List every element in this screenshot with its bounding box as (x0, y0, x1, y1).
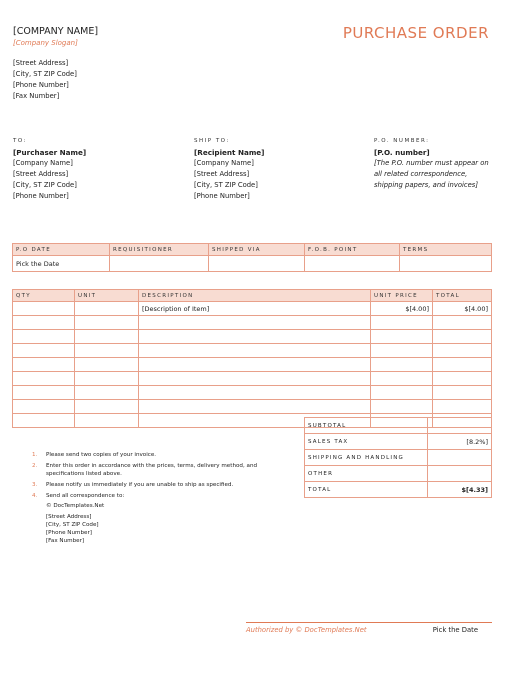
total-cell[interactable] (433, 330, 492, 344)
total-cell[interactable] (433, 372, 492, 386)
unit-price-cell[interactable]: $[4.00] (371, 302, 433, 316)
authorization-line (246, 622, 492, 634)
qty-cell[interactable] (13, 414, 75, 428)
description-cell[interactable]: [Description of Item] (139, 302, 371, 316)
authorization-date[interactable]: Pick the Date (432, 626, 478, 634)
shipping-value[interactable] (428, 450, 492, 466)
po-number-label: P.O. NUMBER: (374, 138, 430, 144)
instructions (32, 451, 272, 548)
company-fax: [Fax Number] (13, 92, 60, 100)
table-row (13, 302, 492, 316)
correspondence-street: [Street Address] (46, 514, 92, 520)
unit-price-cell[interactable] (371, 316, 433, 330)
authorized-by[interactable]: Authorized by © DocTemplates.Net (246, 626, 367, 634)
description-cell[interactable] (139, 400, 371, 414)
company-slogan: [Company Slogan] (13, 39, 78, 47)
qty-cell[interactable] (13, 400, 75, 414)
po-note: [The P.O. number must appear on all related correspondence, shipping papers, and invoices] (374, 159, 489, 189)
subtotal-label: SUBTOTAL (305, 418, 428, 434)
po-date-header: P.O DATE (13, 244, 110, 256)
table-row (13, 386, 492, 400)
unit-cell[interactable] (75, 400, 139, 414)
po-block (374, 136, 490, 191)
description-cell[interactable] (139, 316, 371, 330)
table-row (13, 400, 492, 414)
unit-price-cell[interactable] (371, 344, 433, 358)
other-label: OTHER (305, 466, 428, 482)
fob-point-header: F.O.B. POINT (305, 244, 400, 256)
shipped-via-field[interactable] (209, 256, 305, 272)
po-number: [P.O. number] (374, 148, 430, 157)
total-cell[interactable]: $[4.00] (433, 302, 492, 316)
shipping-label: SHIPPING AND HANDLING (305, 450, 428, 466)
description-header: DESCRIPTION (139, 290, 371, 302)
description-cell[interactable] (139, 358, 371, 372)
company-address (13, 58, 77, 102)
total-cell[interactable] (433, 358, 492, 372)
company-name: [COMPANY NAME] (13, 26, 99, 37)
qty-header: QTY (13, 290, 75, 302)
qty-cell[interactable] (13, 330, 75, 344)
unit-cell[interactable] (75, 302, 139, 316)
ship-company: [Company Name] (194, 159, 254, 167)
other-value[interactable] (428, 466, 492, 482)
po-date-field[interactable]: Pick the Date (13, 256, 110, 272)
company-city: [City, ST ZIP Code] (13, 70, 77, 78)
fob-point-field[interactable] (305, 256, 400, 272)
shipped-via-header: SHIPPED VIA (209, 244, 305, 256)
qty-cell[interactable] (13, 358, 75, 372)
correspondence-name: © DocTemplates.Net (46, 503, 105, 509)
table-row (13, 372, 492, 386)
unit-price-cell[interactable] (371, 330, 433, 344)
unit-header: UNIT (75, 290, 139, 302)
total-value[interactable]: $[4.33] (428, 482, 492, 498)
list-item: 1. Please send two copies of your invoice. (32, 452, 157, 458)
list-item: 4. Send all correspondence to: © DocTemplates.Net [Street Address] [City, ST ZIP Code] [Phone Number] [Fax Number] (32, 492, 272, 545)
ship-street: [Street Address] (194, 170, 250, 178)
description-cell[interactable] (139, 372, 371, 386)
unit-cell[interactable] (75, 414, 139, 428)
company-phone: [Phone Number] (13, 81, 69, 89)
qty-cell[interactable] (13, 302, 75, 316)
correspondence-fax: [Fax Number] (46, 538, 85, 544)
to-phone: [Phone Number] (13, 192, 69, 200)
correspondence-phone: [Phone Number] (46, 530, 92, 536)
document-title: PURCHASE ORDER (342, 24, 489, 42)
unit-cell[interactable] (75, 344, 139, 358)
correspondence-city: [City, ST ZIP Code] (46, 522, 99, 528)
unit-cell[interactable] (75, 372, 139, 386)
description-cell[interactable] (139, 344, 371, 358)
total-header: TOTAL (433, 290, 492, 302)
to-label: TO: (13, 138, 27, 144)
total-cell[interactable] (433, 400, 492, 414)
sales-tax-label: SALES TAX (305, 434, 428, 450)
description-cell[interactable] (139, 386, 371, 400)
terms-header: TERMS (400, 244, 492, 256)
requisitioner-field[interactable] (110, 256, 209, 272)
requisitioner-header: REQUISITIONER (110, 244, 209, 256)
table-row (13, 344, 492, 358)
total-cell[interactable] (433, 316, 492, 330)
ship-to-block (194, 136, 264, 202)
sales-tax-value[interactable]: [8.2%] (428, 434, 492, 450)
to-street: [Street Address] (13, 170, 69, 178)
total-cell[interactable] (433, 344, 492, 358)
purchaser-name: [Purchaser Name] (13, 148, 87, 157)
qty-cell[interactable] (13, 372, 75, 386)
total-cell[interactable] (433, 386, 492, 400)
list-item: 2. Enter this order in accordance with the prices, terms, delivery method, and specifications listed above. (32, 463, 258, 477)
table-row (13, 358, 492, 372)
description-cell[interactable] (139, 330, 371, 344)
qty-cell[interactable] (13, 316, 75, 330)
unit-cell[interactable] (75, 386, 139, 400)
ship-phone: [Phone Number] (194, 192, 250, 200)
table-row (13, 330, 492, 344)
ship-city: [City, ST ZIP Code] (194, 181, 258, 189)
unit-cell[interactable] (75, 330, 139, 344)
unit-price-cell[interactable] (371, 400, 433, 414)
unit-price-cell[interactable] (371, 358, 433, 372)
subtotal-value[interactable] (428, 418, 492, 434)
items-table (12, 289, 492, 428)
list-item: 3. Please notify us immediately if you are unable to ship as specified. (32, 482, 234, 488)
total-label: TOTAL (305, 482, 428, 498)
qty-cell[interactable] (13, 344, 75, 358)
company-street: [Street Address] (13, 59, 69, 67)
unit-cell[interactable] (75, 358, 139, 372)
unit-cell[interactable] (75, 316, 139, 330)
to-company: [Company Name] (13, 159, 73, 167)
ship-to-label: SHIP TO: (194, 138, 230, 144)
qty-cell[interactable] (13, 386, 75, 400)
unit-price-header: UNIT PRICE (371, 290, 433, 302)
recipient-name: [Recipient Name] (194, 148, 265, 157)
terms-field[interactable] (400, 256, 492, 272)
table-row (13, 316, 492, 330)
unit-price-cell[interactable] (371, 372, 433, 386)
totals-table (304, 417, 492, 498)
order-info-table (12, 243, 492, 272)
correspondence-address (46, 502, 272, 545)
to-city: [City, ST ZIP Code] (13, 181, 77, 189)
unit-price-cell[interactable] (371, 386, 433, 400)
to-block (13, 136, 86, 202)
